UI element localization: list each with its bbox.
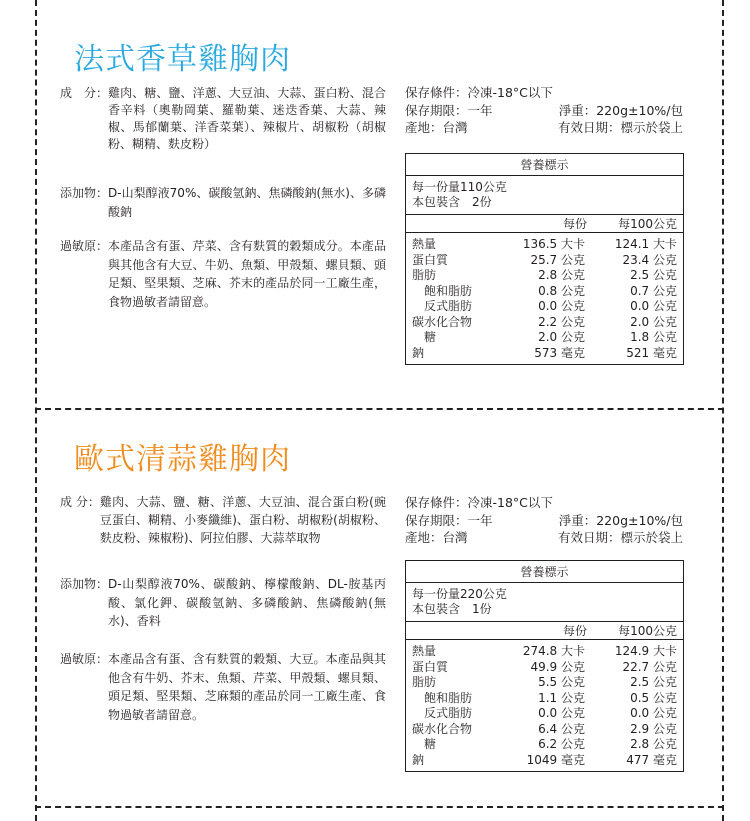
nutrient-name: 蛋白質 bbox=[412, 252, 449, 267]
ingredients-label: 成 分： bbox=[60, 495, 100, 509]
nutrient-name: 反式脂肪 bbox=[412, 299, 473, 313]
per-100g-value: 22.7 公克 bbox=[622, 659, 677, 674]
nutrition-row bbox=[412, 737, 677, 753]
per-100g-value: 124.1 大卡 bbox=[614, 237, 677, 251]
nutrition-row bbox=[412, 346, 677, 362]
per-serving-value: 5.5 公克 bbox=[538, 675, 585, 689]
nutrient-name: 熱量 bbox=[412, 644, 437, 658]
allergen-label: 過敏原： bbox=[60, 652, 109, 666]
nutrient-name: 飽和脂肪 bbox=[412, 283, 473, 298]
additives-block bbox=[60, 184, 386, 222]
per-serving-value: 2.0 公克 bbox=[538, 330, 585, 344]
per-100g-value: 0.0 公克 bbox=[630, 706, 677, 720]
per-100g-value: 124.9 大卡 bbox=[614, 644, 677, 658]
nutrient-name: 鈉 bbox=[412, 345, 425, 360]
additives-block bbox=[60, 575, 386, 631]
per-serving-value: 274.8 大卡 bbox=[522, 644, 585, 658]
col-per-100g: 每100公克 bbox=[618, 624, 677, 638]
per-100g-value: 1.8 公克 bbox=[630, 330, 677, 344]
nutrition-header: 營養標示 bbox=[406, 154, 683, 176]
allergen-text: 本產品含有蛋、芹菜、含有麩質的穀類成分。本產品與其他含有大豆、牛奶、魚類、甲殼類、螺貝類、頭足類、堅果類、芝麻、芥末的產品於同一工廠生產，食物過敏者請留意。 bbox=[108, 239, 386, 309]
per-serving-value: 1049 毫克 bbox=[526, 752, 585, 767]
origin: 產地：台灣 bbox=[405, 120, 468, 135]
allergen-text: 本產品含有蛋、含有麩質的穀類、大豆。本產品與其他含有牛奶、芥末、魚類、芹菜、甲殼類、螺貝類、頭足類、堅果類、芝麻類的產品於同一工廠生產、食物過敏者請留意。 bbox=[108, 652, 386, 722]
additives-label: 添加物： bbox=[60, 577, 109, 591]
nutrition-row bbox=[412, 675, 677, 691]
cut-line-right bbox=[722, 0, 724, 821]
per-serving-value: 0.0 公克 bbox=[538, 299, 585, 313]
nutrition-header: 營養標示 bbox=[406, 561, 683, 583]
serving-size: 每一份量220公克 bbox=[412, 587, 507, 601]
nutrition-row bbox=[412, 330, 677, 346]
nutrient-name: 碳水化合物 bbox=[412, 314, 473, 329]
per-serving-value: 2.8 公克 bbox=[538, 268, 585, 282]
allergen-label: 過敏原： bbox=[60, 239, 109, 253]
nutrition-row bbox=[412, 691, 677, 707]
origin: 產地：台灣 bbox=[405, 530, 468, 545]
additives-text: D-山梨醇液70%、碳酸鈉、檸檬酸鈉、DL-胺基丙酸、氯化鉀、碳酸氫鈉、多磷酸鈉、焦磷酸鈉(無水)、香料 bbox=[108, 577, 386, 628]
nutrition-row bbox=[412, 660, 677, 676]
per-serving-value: 2.2 公克 bbox=[538, 314, 585, 329]
expiry-date: 有效日期：標示於袋上 bbox=[557, 530, 683, 545]
nutrition-row bbox=[412, 315, 677, 331]
net-weight: 淨重：220g±10%/包 bbox=[558, 102, 683, 118]
cut-line-left bbox=[35, 0, 37, 821]
per-serving-value: 0.8 公克 bbox=[538, 283, 585, 298]
per-serving-value: 6.4 公克 bbox=[538, 721, 585, 736]
nutrition-row bbox=[412, 299, 677, 315]
per-100g-value: 2.5 公克 bbox=[630, 268, 677, 282]
nutrient-name: 糖 bbox=[412, 737, 437, 751]
col-per-serving: 每份 bbox=[562, 624, 587, 638]
ingredients-text: 雞肉、大蒜、鹽、糖、洋蔥、大豆油、混合蛋白粉(豌豆蛋白、糊精、小麥纖維)、蛋白粉、胡椒粉(胡椒粉、麩皮粉、辣椒粉)、阿拉伯膠、大蒜萃取物 bbox=[99, 495, 386, 545]
nutrition-facts-table bbox=[405, 560, 684, 772]
nutrition-row bbox=[412, 237, 677, 253]
allergen-block bbox=[60, 237, 386, 311]
cut-line-bottom bbox=[35, 806, 724, 808]
per-100g-value: 2.8 公克 bbox=[630, 737, 677, 751]
nutrient-name: 鈉 bbox=[412, 752, 425, 767]
serving-info bbox=[406, 176, 683, 215]
nutrition-rows bbox=[406, 640, 683, 771]
nutrient-name: 碳水化合物 bbox=[412, 721, 473, 736]
per-serving-value: 1.1 公克 bbox=[538, 690, 585, 705]
per-100g-value: 0.7 公克 bbox=[630, 283, 677, 298]
nutrient-name: 飽和脂肪 bbox=[412, 690, 473, 705]
per-100g-value: 477 毫克 bbox=[626, 752, 677, 767]
servings-per-package: 本包裝含 2份 bbox=[412, 195, 492, 209]
additives-label: 添加物： bbox=[60, 186, 109, 200]
nutrition-row bbox=[412, 753, 677, 769]
per-100g-value: 521 毫克 bbox=[626, 345, 677, 360]
nutrient-name: 脂肪 bbox=[412, 268, 437, 282]
per-100g-value: 0.5 公克 bbox=[630, 690, 677, 705]
nutrient-name: 反式脂肪 bbox=[412, 706, 473, 720]
expiry-date: 有效日期：標示於袋上 bbox=[557, 120, 683, 135]
per-serving-value: 49.9 公克 bbox=[530, 659, 585, 674]
per-100g-value: 23.4 公克 bbox=[622, 252, 677, 267]
shelf-life: 保存期限：一年 bbox=[405, 512, 493, 528]
nutrient-name: 蛋白質 bbox=[412, 659, 449, 674]
storage-info bbox=[405, 84, 683, 137]
serving-info bbox=[406, 583, 683, 622]
nutrition-row bbox=[412, 253, 677, 269]
nutrition-row bbox=[412, 706, 677, 722]
product-label-french-herb bbox=[60, 0, 700, 400]
ingredients-block bbox=[60, 84, 386, 152]
per-serving-value: 573 毫克 bbox=[534, 345, 585, 360]
per-100g-value: 2.9 公克 bbox=[630, 721, 677, 736]
nutrition-row bbox=[412, 284, 677, 300]
ingredients-label: 成 分： bbox=[60, 86, 109, 100]
ingredients-text: 雞肉、糖、鹽、洋蔥、大豆油、大蒜、蛋白粉、混合香辛料（奧勒岡葉、羅勒葉、迷迭香葉、大蒜、辣椒、馬郁蘭葉、洋香菜葉）、辣椒片、胡椒粉（胡椒粉、糊精、麩皮粉） bbox=[108, 86, 386, 151]
per-100g-value: 2.5 公克 bbox=[630, 675, 677, 689]
product-title: 歐式清蒜雞胸肉 bbox=[74, 442, 291, 477]
per-serving-value: 25.7 公克 bbox=[530, 252, 585, 267]
per-100g-value: 2.0 公克 bbox=[630, 314, 677, 329]
cut-line-middle bbox=[35, 408, 724, 410]
nutrition-rows bbox=[406, 233, 683, 364]
nutrition-row bbox=[412, 722, 677, 738]
per-serving-value: 136.5 大卡 bbox=[522, 237, 585, 251]
allergen-block bbox=[60, 650, 386, 724]
nutrition-facts-table bbox=[405, 153, 684, 365]
nutrition-column-headers bbox=[406, 622, 683, 640]
storage-condition: 保存條件：冷凍-18°C以下 bbox=[405, 85, 553, 100]
nutrient-name: 脂肪 bbox=[412, 675, 437, 689]
ingredients-block bbox=[60, 494, 386, 547]
product-label-european-garlic bbox=[60, 412, 700, 802]
per-serving-value: 0.0 公克 bbox=[538, 706, 585, 720]
nutrition-row bbox=[412, 644, 677, 660]
product-title: 法式香草雞胸肉 bbox=[74, 42, 291, 77]
shelf-life: 保存期限：一年 bbox=[405, 102, 493, 118]
storage-condition: 保存條件：冷凍-18°C以下 bbox=[405, 495, 553, 510]
per-serving-value: 6.2 公克 bbox=[538, 737, 585, 751]
servings-per-package: 本包裝含 1份 bbox=[412, 602, 492, 616]
storage-info bbox=[405, 494, 683, 547]
serving-size: 每一份量110公克 bbox=[412, 180, 507, 194]
nutrient-name: 糖 bbox=[412, 330, 437, 344]
per-100g-value: 0.0 公克 bbox=[630, 299, 677, 313]
nutrient-name: 熱量 bbox=[412, 237, 437, 251]
net-weight: 淨重：220g±10%/包 bbox=[558, 512, 683, 528]
col-per-100g: 每100公克 bbox=[618, 217, 677, 231]
nutrition-row bbox=[412, 268, 677, 284]
nutrition-column-headers bbox=[406, 215, 683, 233]
additives-text: D-山梨醇液70%、碳酸氫鈉、焦磷酸鈉(無水)、多磷酸鈉 bbox=[108, 186, 386, 219]
col-per-serving: 每份 bbox=[562, 217, 587, 231]
